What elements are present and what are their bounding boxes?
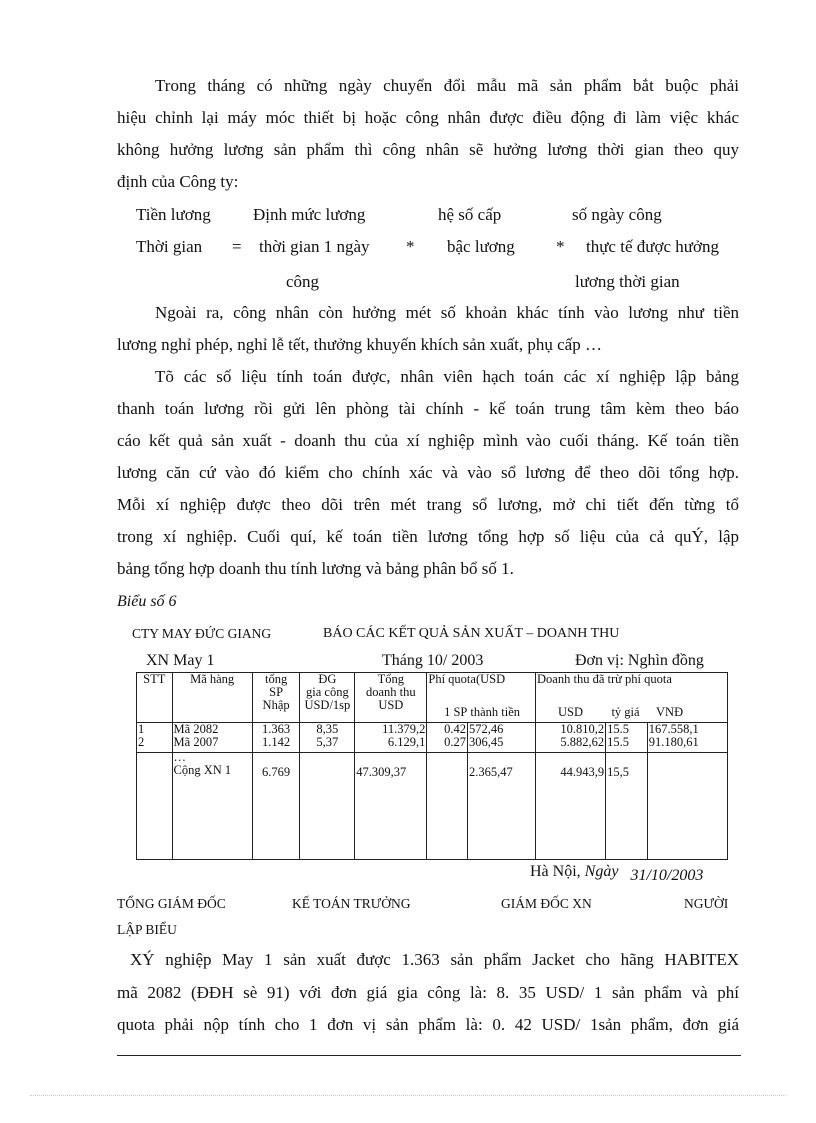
date-line — [530, 863, 704, 884]
header-quota-sp: 1 SP — [444, 705, 468, 719]
header-item: Mã hàng — [172, 673, 252, 723]
para3-line4: lương căn cứ vào đó kiểm cho chính xác và vào sổ lương để theo dõi tổng hợp. — [117, 463, 739, 482]
total-row — [137, 753, 173, 860]
formula-r3-c4: lương thời gian — [575, 272, 680, 291]
page-edge — [30, 1095, 786, 1096]
formula-r1-c1: Tiền lương — [136, 205, 211, 224]
para4-line2: mã 2082 (ĐĐH sè 91) với đơn giá gia công là: 8. 35 USD/ 1 sản phẩm và phí — [117, 983, 739, 1002]
formula-r2-c2: thời gian 1 ngày — [259, 237, 370, 256]
unit-name: XN May 1 — [146, 652, 215, 669]
formula-times-1: * — [406, 237, 415, 256]
para3-line3: cáo kết quả sản xuất - doanh thu của xí nghiệp mình vào cuối tháng. Kế toán tiền — [117, 431, 739, 450]
date-value: 31/10/2003 — [630, 867, 704, 884]
para1-line1: Trong tháng có những ngày chuyển đổi mẫu mã sản phẩm bắt buộc phải — [155, 76, 739, 95]
table-row: 10.810,2 5.882,62 — [536, 723, 606, 753]
report-table — [136, 672, 728, 860]
total-row: 44.943,9 — [536, 753, 606, 860]
table-row: 11.379,2 6.129,1 — [355, 723, 427, 753]
header-quota-total: thành tiền — [470, 705, 521, 719]
header-vnd: VNĐ — [656, 705, 684, 719]
header-quota: Phí quota(USD 1 SP thành tiền — [427, 673, 536, 723]
date-label: Ngày — [584, 863, 619, 880]
table-row: 0.42 0.27 — [427, 723, 468, 753]
total-row: 2.365,47 — [467, 753, 535, 860]
total-row: 15,5 — [606, 753, 648, 860]
para3-line1: Tõ các số liệu tính toán được, nhân viên hạch toán các xí nghiệp lập bảng — [155, 367, 739, 386]
formula-r2-c3: bậc lương — [447, 237, 515, 256]
formula-r1-c2: Định mức lương — [253, 205, 366, 224]
para4-line1: XÝ nghiệp May 1 sản xuất được 1.363 sản phẩm Jacket cho hãng HABITEX — [130, 950, 739, 969]
para2-line1: Ngoài ra, công nhân còn hưởng mét số khoản khác tính vào lương như tiền — [155, 303, 739, 322]
signature-factory-director: GIÁM ĐỐC XN — [501, 896, 592, 911]
header-rate: tỷ giá — [611, 705, 640, 719]
report-label: Biểu số 6 — [117, 593, 177, 610]
para3-line6: trong xí nghiệp. Cuối quí, kế toán tiền lương tổng hợp số liệu của cả quÝ, lập — [117, 527, 739, 546]
para4-line3: quota phải nộp tính cho 1 đơn vị sản phẩm là: 0. 42 USD/ 1sản phẩm, đơn giá — [117, 1015, 739, 1034]
para2-line2: lương nghỉ phép, nghỉ lễ tết, thưởng khuyến khích sản xuất, phụ cấp … — [117, 335, 602, 354]
para3-line2: thanh toán lương rồi gửi lên phòng tài chính - kế toán trung tâm kèm theo báo — [117, 399, 739, 418]
total-row — [300, 753, 355, 860]
table-row: 1.363 1.142 — [252, 723, 300, 753]
table-row: 1 2 — [137, 723, 173, 753]
signature-director: TỔNG GIÁM ĐỐC — [117, 896, 226, 911]
para3-line7: bảng tổng hợp doanh thu tính lương và bảng phân bổ số 1. — [117, 559, 514, 578]
signature-preparer-cont: LẬP BIỂU — [117, 922, 177, 937]
para1-line4: định của Công ty: — [117, 172, 239, 191]
formula-r1-c4: số ngày công — [572, 205, 662, 224]
header-net-usd: USD — [558, 705, 584, 719]
formula-r3-c2: công — [286, 272, 320, 291]
signature-chief-accountant: KẾ TOÁN TRƯỞNG — [292, 896, 411, 911]
para1-line2: hiệu chỉnh lại máy móc thiết bị hoặc công nhân được điều động đi làm việc khác — [117, 108, 739, 127]
formula-equals: = — [232, 237, 242, 256]
report-month: Tháng 10/ 2003 — [382, 652, 484, 669]
total-row: 47.309,37 — [355, 753, 427, 860]
date-place: Hà Nội, — [530, 863, 581, 880]
table-row: 572,46 306,45 — [467, 723, 535, 753]
header-net: Doanh thu đã trừ phí quota USD tỷ giá VNĐ — [536, 673, 728, 723]
company-name: CTY MAY ĐỨC GIANG — [132, 626, 272, 641]
report-title: BÁO CÁC KẾT QUẢ SẢN XUẤT – DOANH THU — [323, 626, 620, 641]
formula-times-2: * — [556, 237, 565, 256]
header-qty: tổng SP Nhập — [252, 673, 300, 723]
formula-r2-c1: Thời gian — [136, 237, 203, 256]
footer-divider — [117, 1055, 741, 1056]
table-row: 15.5 15.5 — [606, 723, 648, 753]
table-row: 8,35 5,37 — [300, 723, 355, 753]
signature-preparer: NGƯỜI — [684, 896, 729, 911]
header-revenue: Tổng doanh thu USD — [355, 673, 427, 723]
total-row: … Cộng XN 1 — [172, 753, 252, 860]
formula-r1-c3: hệ số cấp — [438, 205, 502, 224]
currency-unit: Đơn vị: Nghìn đồng — [575, 652, 704, 669]
table-row: 167.558,1 91.180,61 — [647, 723, 727, 753]
para1-line3: không hưởng lương sản phẩm thì công nhân sẽ hưởng lương thời gian theo quy — [117, 140, 739, 159]
total-row — [647, 753, 727, 860]
table-row: Mã 2082 Mã 2007 — [172, 723, 252, 753]
header-price: ĐG gia công USD/1sp — [300, 673, 355, 723]
total-row — [427, 753, 468, 860]
para3-line5: Mỗi xí nghiệp được theo dõi trên mét trang sổ lương, mở chi tiết đến từng tổ — [117, 495, 739, 514]
formula-r2-c4: thực tế được hưởng — [586, 237, 719, 256]
total-row: 6.769 — [252, 753, 300, 860]
header-stt: STT — [137, 673, 173, 723]
